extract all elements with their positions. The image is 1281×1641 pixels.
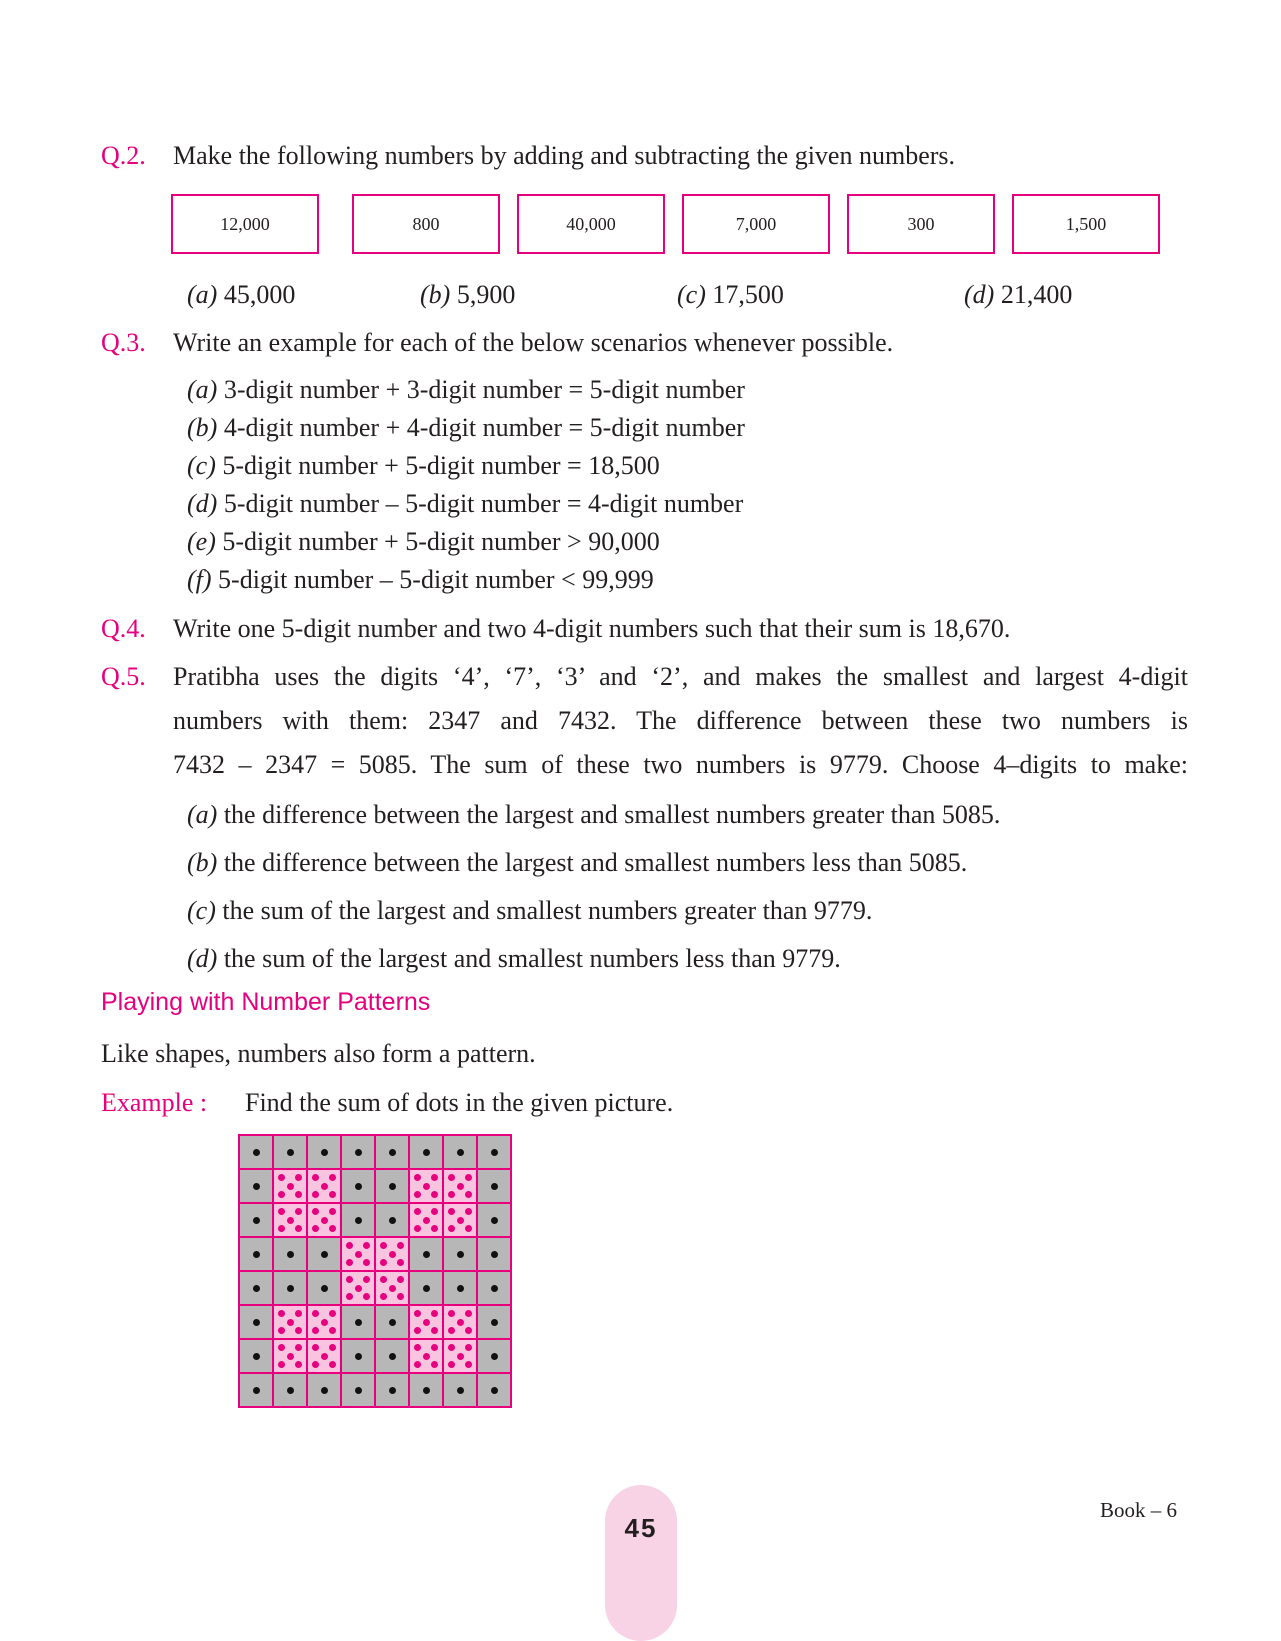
pattern-cell-five-dots: [308, 1306, 340, 1338]
dot: [448, 1361, 455, 1368]
number-box: 7,000: [682, 194, 830, 254]
item-label: (b): [187, 848, 218, 877]
dot: [287, 1183, 294, 1190]
dot: [491, 1387, 498, 1394]
pattern-cell-one-dot: [240, 1204, 272, 1236]
dot: [287, 1149, 294, 1156]
dot: [457, 1217, 464, 1224]
dot: [380, 1293, 387, 1300]
pattern-cell-one-dot: [376, 1306, 408, 1338]
dot: [457, 1149, 464, 1156]
dot: [321, 1183, 328, 1190]
dot: [414, 1174, 421, 1181]
dot: [491, 1149, 498, 1156]
pattern-cell-one-dot: [274, 1238, 306, 1270]
dot: [414, 1310, 421, 1317]
dot: [448, 1225, 455, 1232]
item-label: (c): [187, 451, 216, 480]
pattern-cell-five-dots: [308, 1340, 340, 1372]
pattern-cell-five-dots: [376, 1272, 408, 1304]
dot: [278, 1174, 285, 1181]
option-value: 45,000: [223, 280, 296, 309]
dot: [397, 1293, 404, 1300]
q5-line-3: 7432 – 2347 = 5085. The sum of these two numbers is 9779. Choose 4–digits to make:: [173, 750, 1188, 779]
item-text: 5-digit number + 5-digit number = 18,500: [222, 451, 660, 480]
q5-item-d: [187, 944, 841, 974]
dot: [380, 1276, 387, 1283]
dot: [457, 1387, 464, 1394]
dot: [329, 1310, 336, 1317]
dot: [329, 1327, 336, 1334]
pattern-cell-five-dots: [342, 1238, 374, 1270]
q4-number: Q.4.: [101, 614, 146, 643]
dot: [465, 1327, 472, 1334]
dot: [287, 1387, 294, 1394]
dot: [491, 1319, 498, 1326]
dot: [465, 1310, 472, 1317]
dot: [414, 1225, 421, 1232]
section-heading: Playing with Number Patterns: [101, 988, 431, 1016]
dot: [389, 1285, 396, 1292]
dot: [355, 1353, 362, 1360]
option-value: 5,900: [456, 280, 516, 309]
dot: [431, 1310, 438, 1317]
dot: [355, 1285, 362, 1292]
pattern-cell-one-dot: [342, 1170, 374, 1202]
q2-option-c: [677, 280, 784, 310]
pattern-cell-five-dots: [308, 1204, 340, 1236]
dot: [431, 1361, 438, 1368]
dot: [329, 1344, 336, 1351]
dot: [448, 1327, 455, 1334]
dot: [414, 1361, 421, 1368]
pattern-cell-five-dots: [444, 1306, 476, 1338]
dot: [414, 1344, 421, 1351]
dot: [287, 1251, 294, 1258]
pattern-cell-one-dot: [376, 1136, 408, 1168]
dot: [363, 1242, 370, 1249]
pattern-cell-one-dot: [240, 1170, 272, 1202]
pattern-cell-one-dot: [478, 1306, 510, 1338]
dot: [397, 1276, 404, 1283]
item-label: (d): [187, 944, 218, 973]
dot: [457, 1251, 464, 1258]
dot: [431, 1174, 438, 1181]
dot: [431, 1327, 438, 1334]
dot: [312, 1344, 319, 1351]
q5-item-a: [187, 800, 1000, 830]
q3-number: Q.3.: [101, 328, 146, 357]
dot: [448, 1191, 455, 1198]
dot: [278, 1208, 285, 1215]
book-label: Book – 6: [1100, 1498, 1178, 1522]
pattern-cell-one-dot: [410, 1238, 442, 1270]
dot: [295, 1174, 302, 1181]
pattern-cell-one-dot: [478, 1204, 510, 1236]
dot: [457, 1183, 464, 1190]
dot: [355, 1217, 362, 1224]
pattern-cell-one-dot: [478, 1272, 510, 1304]
q2-number: Q.2.: [101, 141, 146, 170]
example-text: Find the sum of dots in the given picture.: [245, 1088, 674, 1117]
dot: [295, 1191, 302, 1198]
dot: [380, 1259, 387, 1266]
dot: [397, 1259, 404, 1266]
option-label: (c): [677, 280, 706, 309]
dot: [389, 1387, 396, 1394]
item-label: (e): [187, 527, 216, 556]
pattern-cell-one-dot: [342, 1136, 374, 1168]
pattern-cell-five-dots: [376, 1238, 408, 1270]
dot: [414, 1327, 421, 1334]
pattern-cell-five-dots: [444, 1170, 476, 1202]
dot: [423, 1149, 430, 1156]
pattern-cell-one-dot: [342, 1340, 374, 1372]
dot: [278, 1361, 285, 1368]
pattern-cell-five-dots: [342, 1272, 374, 1304]
dot: [423, 1183, 430, 1190]
item-label: (f): [187, 565, 212, 594]
option-label: (b): [420, 280, 451, 309]
dot: [329, 1208, 336, 1215]
pattern-cell-one-dot: [444, 1136, 476, 1168]
pattern-cell-one-dot: [274, 1136, 306, 1168]
dot: [423, 1217, 430, 1224]
pattern-cell-five-dots: [410, 1340, 442, 1372]
item-text: 5-digit number – 5-digit number = 4-digit number: [223, 489, 744, 518]
pattern-cell-five-dots: [444, 1204, 476, 1236]
pattern-cell-one-dot: [308, 1238, 340, 1270]
item-text: the sum of the largest and smallest numbers greater than 9779.: [222, 896, 873, 925]
dot: [287, 1285, 294, 1292]
dot: [431, 1225, 438, 1232]
option-label: (d): [964, 280, 995, 309]
q3-item-e: [187, 527, 660, 557]
dot: [389, 1183, 396, 1190]
dot: [253, 1387, 260, 1394]
option-label: (a): [187, 280, 218, 309]
pattern-cell-one-dot: [444, 1374, 476, 1406]
dot: [253, 1217, 260, 1224]
item-label: (a): [187, 375, 218, 404]
dot: [355, 1319, 362, 1326]
q5-line-1: Pratibha uses the digits ‘4’, ‘7’, ‘3’ and ‘2’, and makes the smallest and largest 4-digit: [173, 662, 1188, 691]
dot: [295, 1361, 302, 1368]
pattern-cell-five-dots: [274, 1340, 306, 1372]
pattern-cell-five-dots: [274, 1306, 306, 1338]
q3-item-f: [187, 565, 654, 595]
dot: [423, 1353, 430, 1360]
dot: [312, 1310, 319, 1317]
dot: [287, 1217, 294, 1224]
pattern-cell-five-dots: [274, 1204, 306, 1236]
dot: [278, 1191, 285, 1198]
pattern-cell-one-dot: [478, 1374, 510, 1406]
dot: [457, 1319, 464, 1326]
dot: [380, 1242, 387, 1249]
pattern-cell-one-dot: [444, 1238, 476, 1270]
dot: [431, 1344, 438, 1351]
item-text: the difference between the largest and smallest numbers greater than 5085.: [223, 800, 1001, 829]
pattern-cell-five-dots: [410, 1204, 442, 1236]
item-label: (b): [187, 413, 218, 442]
dot: [465, 1361, 472, 1368]
pattern-cell-one-dot: [274, 1374, 306, 1406]
dot: [397, 1242, 404, 1249]
number-box: 800: [352, 194, 500, 254]
dot: [423, 1285, 430, 1292]
dot: [491, 1353, 498, 1360]
q5-number: Q.5.: [101, 662, 146, 691]
pattern-cell-one-dot: [376, 1340, 408, 1372]
dot: [414, 1208, 421, 1215]
dot: [312, 1327, 319, 1334]
dot: [465, 1344, 472, 1351]
dot: [321, 1149, 328, 1156]
item-label: (c): [187, 896, 216, 925]
q3-item-d: [187, 489, 743, 519]
item-text: the sum of the largest and smallest numbers less than 9779.: [223, 944, 841, 973]
item-text: the difference between the largest and smallest numbers less than 5085.: [223, 848, 968, 877]
dot: [312, 1361, 319, 1368]
pattern-cell-one-dot: [240, 1374, 272, 1406]
dot: [278, 1344, 285, 1351]
q4-text: Write one 5-digit number and two 4-digit numbers such that their sum is 18,670.: [173, 614, 1011, 643]
pattern-cell-five-dots: [444, 1340, 476, 1372]
dot: [253, 1319, 260, 1326]
dot: [363, 1293, 370, 1300]
dot: [423, 1387, 430, 1394]
pattern-cell-one-dot: [342, 1374, 374, 1406]
dot: [321, 1319, 328, 1326]
pattern-cell-one-dot: [308, 1272, 340, 1304]
dot: [312, 1191, 319, 1198]
q3-item-c: [187, 451, 660, 481]
pattern-cell-one-dot: [410, 1374, 442, 1406]
dot: [346, 1293, 353, 1300]
dot: [295, 1344, 302, 1351]
dot: [389, 1217, 396, 1224]
pattern-cell-one-dot: [410, 1272, 442, 1304]
pattern-cell-one-dot: [308, 1136, 340, 1168]
dot: [253, 1149, 260, 1156]
pattern-cell-one-dot: [410, 1136, 442, 1168]
dot: [465, 1174, 472, 1181]
dot: [448, 1310, 455, 1317]
dot: [423, 1251, 430, 1258]
option-value: 17,500: [712, 280, 784, 309]
number-box: 12,000: [171, 194, 319, 254]
pattern-cell-one-dot: [240, 1136, 272, 1168]
dot: [253, 1251, 260, 1258]
pattern-cell-one-dot: [376, 1170, 408, 1202]
q3-item-b: [187, 413, 745, 443]
dot: [431, 1208, 438, 1215]
dot: [287, 1319, 294, 1326]
dot: [491, 1183, 498, 1190]
pattern-cell-five-dots: [410, 1170, 442, 1202]
q2-option-a: [187, 280, 295, 310]
dot: [329, 1361, 336, 1368]
dot: [346, 1276, 353, 1283]
dot: [321, 1387, 328, 1394]
dot: [355, 1149, 362, 1156]
dot: [295, 1208, 302, 1215]
dot: [312, 1225, 319, 1232]
item-text: 3-digit number + 3-digit number = 5-digit number: [223, 375, 745, 404]
q5-line-2: numbers with them: 2347 and 7432. The difference between these two numbers is: [173, 706, 1188, 735]
dot: [491, 1251, 498, 1258]
dot: [389, 1251, 396, 1258]
dot: [329, 1191, 336, 1198]
pattern-cell-one-dot: [444, 1272, 476, 1304]
example-label: Example :: [101, 1088, 208, 1117]
dot: [312, 1208, 319, 1215]
dot: [287, 1353, 294, 1360]
dot: [389, 1353, 396, 1360]
dot: [346, 1259, 353, 1266]
dot: [448, 1208, 455, 1215]
dot: [321, 1217, 328, 1224]
page-number-tab: [605, 1485, 677, 1641]
dot: [253, 1285, 260, 1292]
q2-text: Make the following numbers by adding and subtracting the given numbers.: [173, 141, 956, 170]
dot: [491, 1217, 498, 1224]
dot: [346, 1242, 353, 1249]
dot: [465, 1225, 472, 1232]
dot: [329, 1225, 336, 1232]
dot: [363, 1259, 370, 1266]
pattern-cell-one-dot: [376, 1204, 408, 1236]
dot: [363, 1276, 370, 1283]
pattern-cell-one-dot: [240, 1272, 272, 1304]
dot: [389, 1149, 396, 1156]
dot: [491, 1285, 498, 1292]
item-text: 5-digit number – 5-digit number < 99,999: [218, 565, 654, 594]
dot: [321, 1285, 328, 1292]
dot: [465, 1191, 472, 1198]
pattern-cell-five-dots: [308, 1170, 340, 1202]
pattern-cell-one-dot: [478, 1136, 510, 1168]
page-number: 45: [624, 1513, 658, 1543]
dot: [278, 1327, 285, 1334]
pattern-cell-one-dot: [478, 1238, 510, 1270]
dot: [457, 1285, 464, 1292]
dot: [278, 1225, 285, 1232]
dot: [355, 1183, 362, 1190]
q2-option-d: [964, 280, 1072, 310]
dot: [457, 1353, 464, 1360]
dot: [448, 1174, 455, 1181]
number-box: 1,500: [1012, 194, 1160, 254]
dot: [295, 1327, 302, 1334]
item-text: 5-digit number + 5-digit number > 90,000: [222, 527, 660, 556]
item-label: (d): [187, 489, 218, 518]
dot: [423, 1319, 430, 1326]
dot: [321, 1251, 328, 1258]
dot-pattern-grid: [238, 1134, 512, 1408]
item-text: 4-digit number + 4-digit number = 5-digit number: [223, 413, 745, 442]
number-box: 300: [847, 194, 995, 254]
dot: [253, 1353, 260, 1360]
pattern-cell-one-dot: [240, 1306, 272, 1338]
dot: [465, 1208, 472, 1215]
dot: [253, 1183, 260, 1190]
dot: [295, 1225, 302, 1232]
dot: [448, 1344, 455, 1351]
pattern-cell-one-dot: [274, 1272, 306, 1304]
dot: [329, 1174, 336, 1181]
pattern-cell-one-dot: [240, 1340, 272, 1372]
pattern-cell-one-dot: [342, 1306, 374, 1338]
pattern-cell-one-dot: [342, 1204, 374, 1236]
option-value: 21,400: [1000, 280, 1073, 309]
pattern-cell-one-dot: [308, 1374, 340, 1406]
dot: [355, 1251, 362, 1258]
dot: [389, 1319, 396, 1326]
dot: [321, 1353, 328, 1360]
pattern-cell-five-dots: [410, 1306, 442, 1338]
q5-item-b: [187, 848, 967, 878]
pattern-cell-one-dot: [240, 1238, 272, 1270]
dot: [312, 1174, 319, 1181]
dot: [355, 1387, 362, 1394]
q5-item-c: [187, 896, 872, 926]
item-label: (a): [187, 800, 218, 829]
pattern-cell-one-dot: [478, 1340, 510, 1372]
q3-text: Write an example for each of the below scenarios whenever possible.: [173, 328, 894, 357]
pattern-cell-one-dot: [376, 1374, 408, 1406]
dot: [414, 1191, 421, 1198]
section-intro: Like shapes, numbers also form a pattern.: [101, 1039, 536, 1068]
number-box: 40,000: [517, 194, 665, 254]
dot: [295, 1310, 302, 1317]
pattern-cell-five-dots: [274, 1170, 306, 1202]
q3-item-a: [187, 375, 745, 405]
pattern-cell-one-dot: [478, 1170, 510, 1202]
dot: [278, 1310, 285, 1317]
q2-option-b: [420, 280, 515, 310]
dot: [431, 1191, 438, 1198]
